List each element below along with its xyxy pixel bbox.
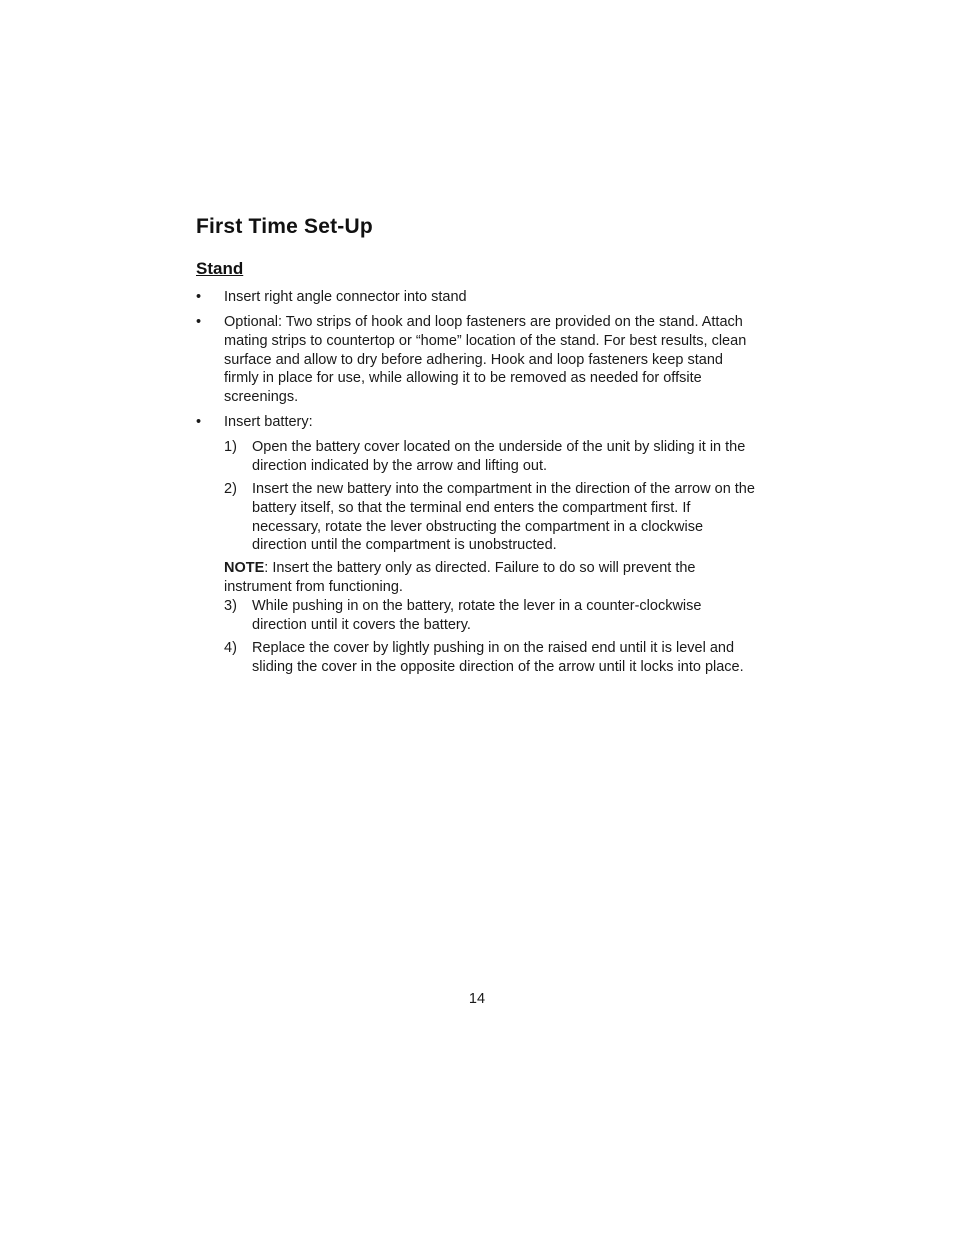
- bullet-marker: •: [196, 414, 202, 430]
- note-paragraph: [224, 559, 758, 597]
- bullet-text: Insert battery:: [224, 414, 313, 430]
- bullet-marker: •: [196, 314, 202, 330]
- step-item: [224, 438, 758, 476]
- step-number: 2): [224, 481, 237, 497]
- step-number: 3): [224, 598, 237, 614]
- bullet-text: Insert right angle connector into stand: [224, 289, 467, 305]
- step-item: [224, 597, 758, 635]
- step-number: 1): [224, 439, 237, 455]
- step-item: [224, 639, 758, 677]
- step-number: 4): [224, 640, 237, 656]
- bullet-item: [196, 313, 758, 407]
- note-text: : Insert the battery only as directed. Failure to do so will prevent the instrument from functioning.: [224, 560, 696, 595]
- step-text: Open the battery cover located on the underside of the unit by sliding it in the direction indicated by the arrow and lifting out.: [252, 439, 746, 474]
- note-label: NOTE: [224, 560, 265, 576]
- bullet-text: Optional: Two strips of hook and loop fasteners are provided on the stand. Attach mating strips to countertop or “home” location of the stand. For best results, clean surface and allow to dry before adhering. Hook and loop fasteners keep stand firmly in place for use, while allowing it to be removed as needed for offsite screenings.: [224, 314, 747, 406]
- step-text: Insert the new battery into the compartment in the direction of the arrow on the battery itself, so that the terminal end enters the compartment first. If necessary, rotate the lever obstructing the compartment in a clockwise direction until the compartment is unobstructed.: [252, 481, 755, 554]
- bullet-item: [196, 413, 758, 432]
- step-item: [224, 480, 758, 555]
- section-heading-stand: Stand: [196, 259, 244, 278]
- bullet-item: [196, 288, 758, 307]
- page-title: First Time Set-Up: [196, 215, 373, 238]
- page-number: 14: [468, 991, 486, 1007]
- bullet-marker: •: [196, 289, 202, 305]
- step-text: Replace the cover by lightly pushing in on the raised end until it is level and sliding the cover in the opposite direction of the arrow until it locks into place.: [252, 640, 744, 675]
- step-text: While pushing in on the battery, rotate the lever in a counter-clockwise direction until it covers the battery.: [252, 598, 702, 633]
